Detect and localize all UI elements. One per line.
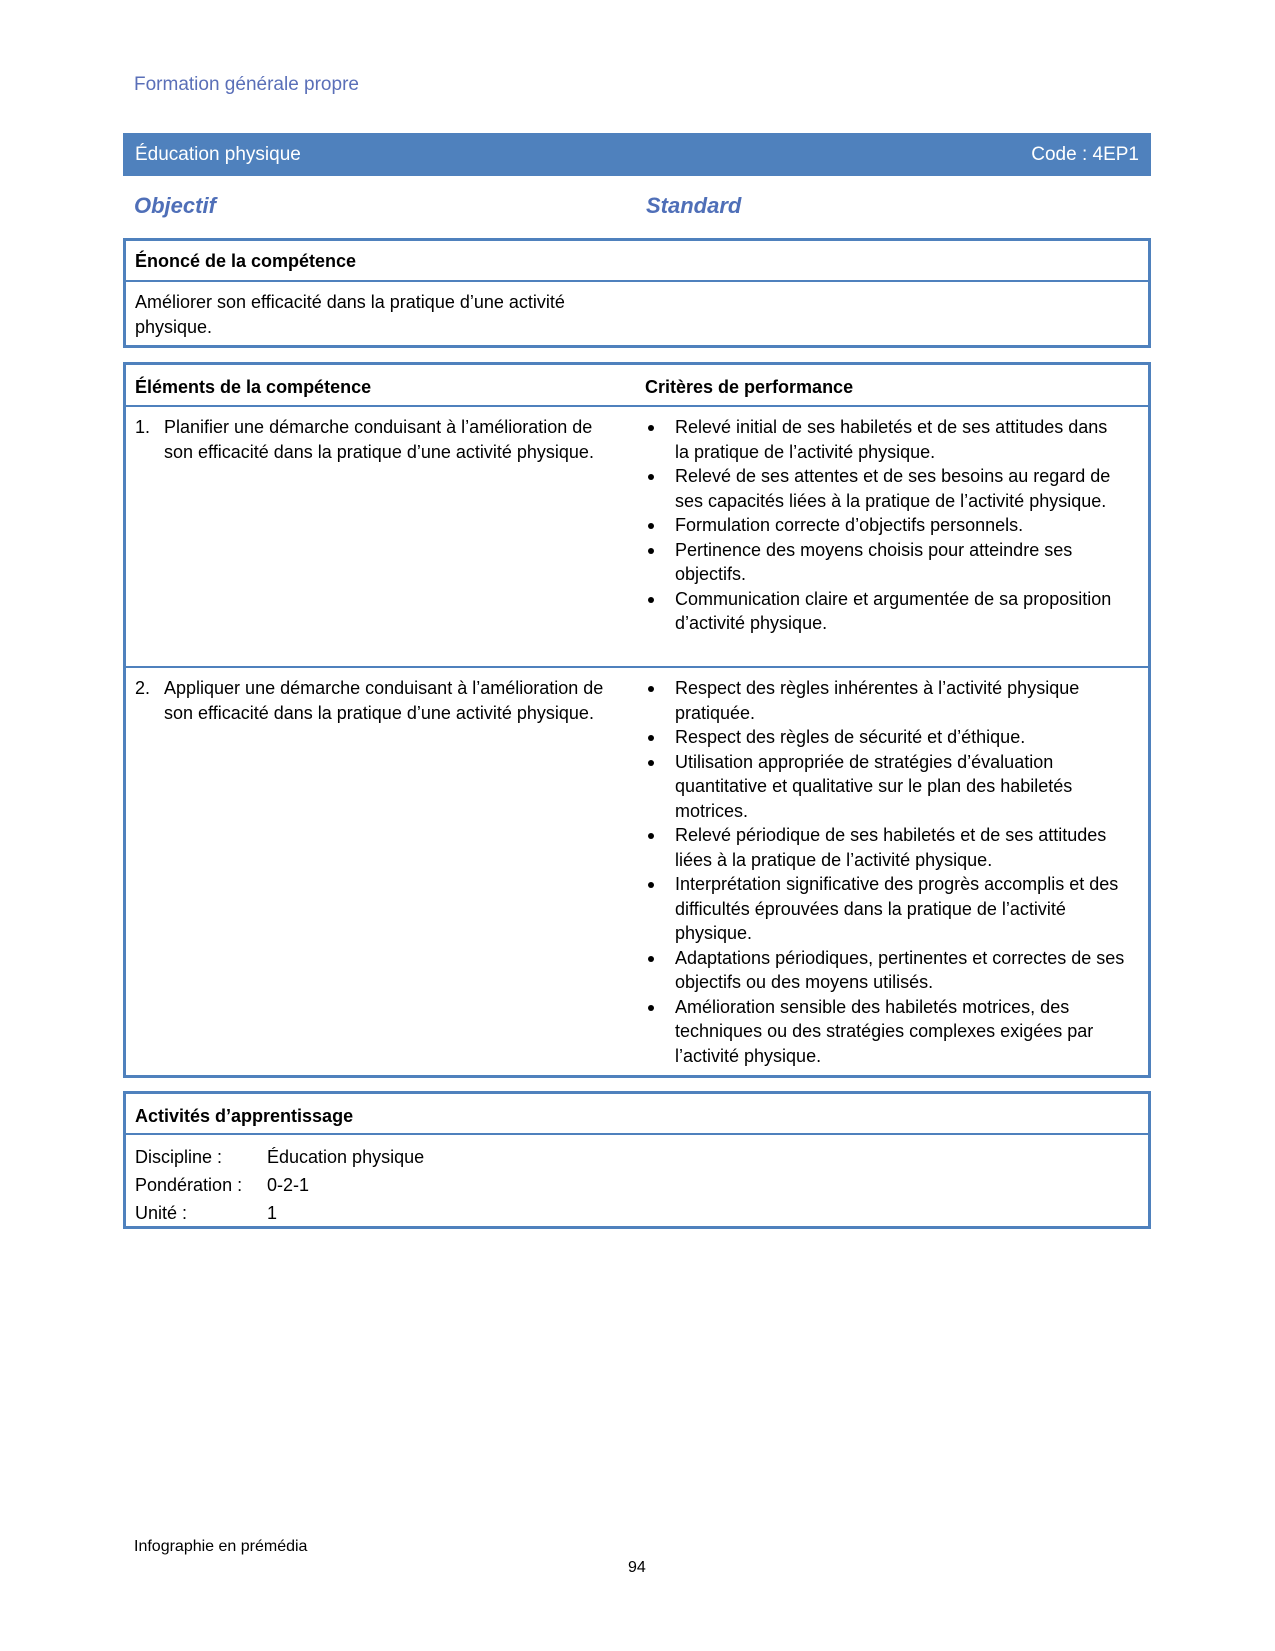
list-item (645, 587, 1125, 636)
list-item (645, 946, 1125, 995)
table-row (126, 668, 1148, 1068)
bullet-icon (648, 735, 654, 741)
bullet-icon (648, 474, 654, 480)
discipline-label: Discipline : (135, 1147, 223, 1167)
criterion-text: Respect des règles inhérentes à l’activité physique pratiquée. (675, 678, 1080, 723)
criteria-list (645, 676, 1125, 1068)
element-number: 2. (135, 678, 151, 698)
criterion-text: Relevé initial de ses habiletés et de ses attitudes dans la pratique de l’activité physique. (675, 417, 1108, 462)
bullet-icon (648, 523, 654, 529)
list-item (645, 750, 1125, 824)
criterion-text: Formulation correcte d’objectifs personnels. (675, 515, 1024, 535)
elements-heading: Éléments de la compétence (135, 377, 372, 397)
list-item (645, 725, 1125, 750)
objective-label: Objectif (134, 193, 216, 218)
list-item (645, 513, 1125, 538)
learning-activities-box (123, 1091, 1151, 1229)
objective-standard-row (134, 193, 1134, 219)
criterion-text: Relevé de ses attentes et de ses besoins au regard de ses capacités liées à la pratique de l’activité physique. (675, 466, 1111, 511)
ponderation-label: Pondération : (135, 1175, 243, 1195)
document-header: Formation générale propre (134, 74, 359, 95)
bullet-icon (648, 548, 654, 554)
ponderation-value: 0-2-1 (267, 1175, 310, 1195)
element-cell (135, 676, 605, 725)
bullet-icon (648, 597, 654, 603)
elements-table-header (126, 365, 1148, 407)
competence-statement-text: Améliorer son efficacité dans la pratique d’une activité physique. (135, 292, 565, 337)
competence-elements-table (123, 362, 1151, 1078)
criterion-text: Interprétation significative des progrès accomplis et des difficultés éprouvées dans la pratique de l’activité physique. (675, 874, 1119, 943)
list-item (645, 676, 1125, 725)
list-item (645, 872, 1125, 946)
unite-line (135, 1199, 1139, 1227)
bullet-icon (648, 686, 654, 692)
bullet-icon (648, 956, 654, 962)
bullet-icon (648, 425, 654, 431)
table-row (126, 407, 1148, 668)
criteria-heading: Critères de performance (645, 377, 854, 397)
learning-activities-details (126, 1135, 1148, 1235)
competence-statement-box (123, 238, 1151, 348)
page-number: 94 (628, 1559, 646, 1576)
element-cell (135, 415, 605, 464)
criterion-text: Communication claire et argumentée de sa proposition d’activité physique. (675, 588, 1112, 633)
discipline-line (135, 1143, 1139, 1171)
criterion-text: Utilisation appropriée de stratégies d’évaluation quantitative et qualitative sur le plan des habiletés motrices. (675, 751, 1073, 821)
standard-label: Standard (646, 193, 742, 218)
list-item (645, 464, 1125, 513)
criterion-text: Amélioration sensible des habiletés motrices, des techniques ou des stratégies complexes exigées par l’activité physique. (675, 996, 1094, 1066)
unite-value: 1 (267, 1203, 278, 1223)
unite-label: Unité : (135, 1203, 188, 1223)
bullet-icon (648, 833, 654, 839)
bullet-icon (648, 760, 654, 766)
list-item (645, 995, 1125, 1069)
element-text: Appliquer une démarche conduisant à l’amélioration de son efficacité dans la pratique d’une activité physique. (164, 678, 604, 723)
bullet-icon (648, 882, 654, 888)
bullet-icon (648, 1005, 654, 1011)
ponderation-line (135, 1171, 1139, 1199)
criterion-text: Respect des règles de sécurité et d’éthique. (675, 727, 1026, 747)
criterion-text: Pertinence des moyens choisis pour atteindre ses objectifs. (675, 539, 1073, 584)
element-text: Planifier une démarche conduisant à l’amélioration de son efficacité dans la pratique d’une activité physique. (164, 417, 594, 462)
discipline-value: Éducation physique (267, 1147, 425, 1167)
list-item (645, 823, 1125, 872)
list-item (645, 538, 1125, 587)
list-item (645, 415, 1125, 464)
learning-activities-heading: Activités d’apprentissage (126, 1094, 1148, 1135)
criteria-list (645, 415, 1125, 636)
criterion-text: Adaptations périodiques, pertinentes et correctes de ses objectifs ou des moyens utilisés. (675, 947, 1125, 992)
course-title: Éducation physique (135, 143, 301, 165)
criterion-text: Relevé périodique de ses habiletés et de ses attitudes liées à la pratique de l’activité physique. (675, 825, 1107, 870)
course-code: Code : 4EP1 (1031, 143, 1139, 165)
footer-program-name: Infographie en prémédia (134, 1538, 308, 1555)
element-number: 1. (135, 417, 151, 437)
competence-statement-heading: Énoncé de la compétence (126, 241, 1148, 282)
course-title-bar (123, 133, 1151, 176)
